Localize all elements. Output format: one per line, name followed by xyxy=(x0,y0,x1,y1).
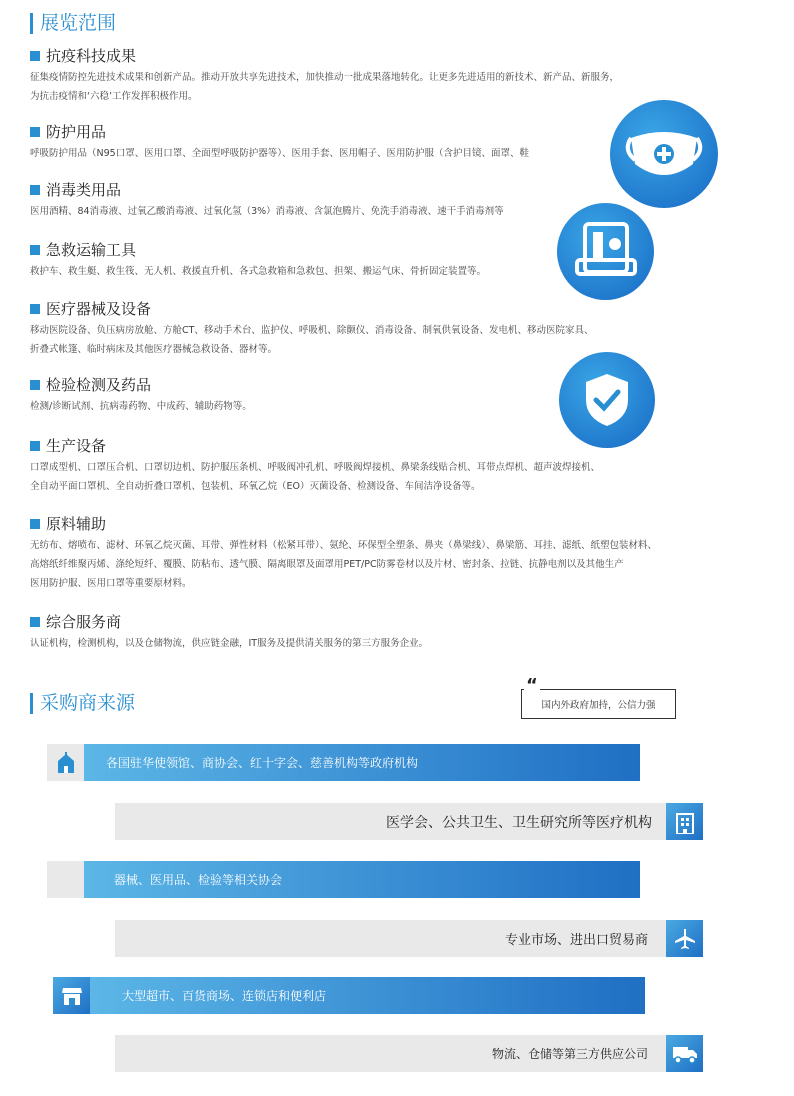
category-name: 抗疫科技成果 xyxy=(46,47,137,65)
description-line: 移动医院设备、负压病房放舱、方舱CT、移动手术台、监护仪、呼吸机、除颤仪、消毒设备、制氧供氧设备、发电机、移动医院家具、 xyxy=(30,325,594,336)
square-bullet-icon xyxy=(30,127,40,137)
square-bullet-icon xyxy=(30,51,40,61)
category-block xyxy=(30,299,593,359)
category-heading xyxy=(30,122,529,142)
category-heading xyxy=(30,436,600,456)
description-line: 全自动平面口罩机、全自动折叠口罩机、包装机、环氧乙烷（EO）灭菌设备、检测设备、车间洁净设备等。 xyxy=(30,481,481,492)
description-line: 认证机构，检测机构，以及仓储物流，供应链金融，IT服务及提供清关服务的第三方服务企业。 xyxy=(30,638,429,649)
category-block xyxy=(30,436,600,496)
category-description xyxy=(30,634,428,653)
category-block xyxy=(30,46,619,106)
category-description xyxy=(30,536,657,593)
disinfection-device-icon xyxy=(557,203,654,300)
category-heading xyxy=(30,514,657,534)
description-line: 口罩成型机、口罩压合机、口罩切边机、防护服压条机、呼吸阀冲孔机、呼吸阀焊接机、鼻梁条线贴合机、耳带点焊机、超声波焊接机、 xyxy=(30,462,601,473)
category-description xyxy=(30,68,619,106)
truck-icon xyxy=(666,1035,703,1072)
square-bullet-icon xyxy=(30,617,40,627)
description-line: 为抗击疫情和‘六稳’工作发挥积极作用。 xyxy=(30,91,198,102)
description-line: 救护车、救生艇、救生筏、无人机、救援直升机、各式急救箱和急救包、担架、搬运气床、骨折固定装置等。 xyxy=(30,266,487,277)
mask-medical-icon xyxy=(610,100,718,208)
category-heading xyxy=(30,180,504,200)
category-block xyxy=(30,375,252,416)
description-line: 医用防护服、医用口罩等重要原材料。 xyxy=(30,578,192,589)
category-heading xyxy=(30,240,486,260)
category-name: 消毒类用品 xyxy=(46,181,122,199)
category-block xyxy=(30,612,428,653)
category-description xyxy=(30,144,529,163)
category-name: 综合服务商 xyxy=(46,613,122,631)
category-name: 急救运输工具 xyxy=(46,241,137,259)
category-block xyxy=(30,514,657,593)
description-line: 征集疫情防控先进技术成果和创新产品。推动开放共享先进技术，加快推动一批成果落地转化。让更多先进适用的新技术、新产品、新服务， xyxy=(30,72,620,83)
square-bullet-icon xyxy=(30,519,40,529)
category-description xyxy=(30,397,252,416)
exhibit-section-title: 展览范围 xyxy=(30,13,116,34)
category-name: 原料辅助 xyxy=(46,515,107,533)
category-heading xyxy=(30,375,252,395)
category-description xyxy=(30,321,593,359)
description-line: 医用酒精、84消毒液、过氧乙酸消毒液、过氧化氢（3%）消毒液、含氯泡腾片、免洗手消毒液、速干手消毒剂等 xyxy=(30,206,504,217)
buyer-row-traders: 专业市场、进出口贸易商 xyxy=(115,920,666,957)
airplane-icon xyxy=(666,920,703,957)
hospital-building-icon xyxy=(666,803,703,840)
description-line: 检测/诊断试剂、抗病毒药物、中成药、辅助药物等。 xyxy=(30,401,252,412)
buyer-row-associations: 器械、医用品、检验等相关协会 xyxy=(84,861,640,898)
buyers-section-title: 采购商来源 xyxy=(30,693,135,714)
description-line: 无纺布、熔喷布、滤材、环氧乙烷灭菌、耳带、弹性材料（松紧耳带）、氨纶、环保型全塑条、鼻夹（鼻梁线）、鼻梁筋、耳挂、滤纸、纸塑包装材料、 xyxy=(30,540,658,551)
category-description xyxy=(30,458,600,496)
category-block xyxy=(30,180,504,221)
shield-check-icon xyxy=(559,352,655,448)
category-block xyxy=(30,122,529,163)
category-name: 检验检测及药品 xyxy=(46,376,152,394)
category-heading xyxy=(30,612,428,632)
description-line: 高熔纸纤维聚丙烯、涤纶短纤、覆膜、防粘布、透气膜、隔离眼罩及面罩用PET/PC防雾卷材以及片材、密封条、拉链、抗静电剂以及其他生产 xyxy=(30,559,624,570)
category-name: 医疗器械及设备 xyxy=(46,300,152,318)
buyer-row-logistics: 物流、仓储等第三方供应公司 xyxy=(115,1035,666,1072)
category-name: 防护用品 xyxy=(46,123,107,141)
square-bullet-icon xyxy=(30,245,40,255)
category-name: 生产设备 xyxy=(46,437,107,455)
category-heading xyxy=(30,299,593,319)
description-line: 呼吸防护用品（N95口罩、医用口罩、全面型呼吸防护器等）、医用手套、医用帽子、医用防护服（含护目镜、面罩、鞋 xyxy=(30,148,529,159)
buyer-row-medical: 医学会、公共卫生、卫生研究所等医疗机构 xyxy=(115,803,666,840)
category-heading xyxy=(30,46,619,66)
square-bullet-icon xyxy=(30,304,40,314)
description-line: 折叠式帐篷、临时病床及其他医疗器械急救设备、器材等。 xyxy=(30,344,278,355)
store-icon xyxy=(53,977,90,1014)
quote-mark-icon: “ xyxy=(526,675,538,696)
square-bullet-icon xyxy=(30,185,40,195)
square-bullet-icon xyxy=(30,380,40,390)
category-description xyxy=(30,262,486,281)
embassy-icon xyxy=(47,744,84,781)
buyer-row-retail: 大型超市、百货商场、连锁店和便利店 xyxy=(90,977,645,1014)
square-bullet-icon xyxy=(30,441,40,451)
quote-box: 国内外政府加持，公信力强 xyxy=(521,689,676,719)
category-description xyxy=(30,202,504,221)
category-block xyxy=(30,240,486,281)
buyer-row-government: 各国驻华使领馆、商协会、红十字会、慈善机构等政府机构 xyxy=(84,744,640,781)
